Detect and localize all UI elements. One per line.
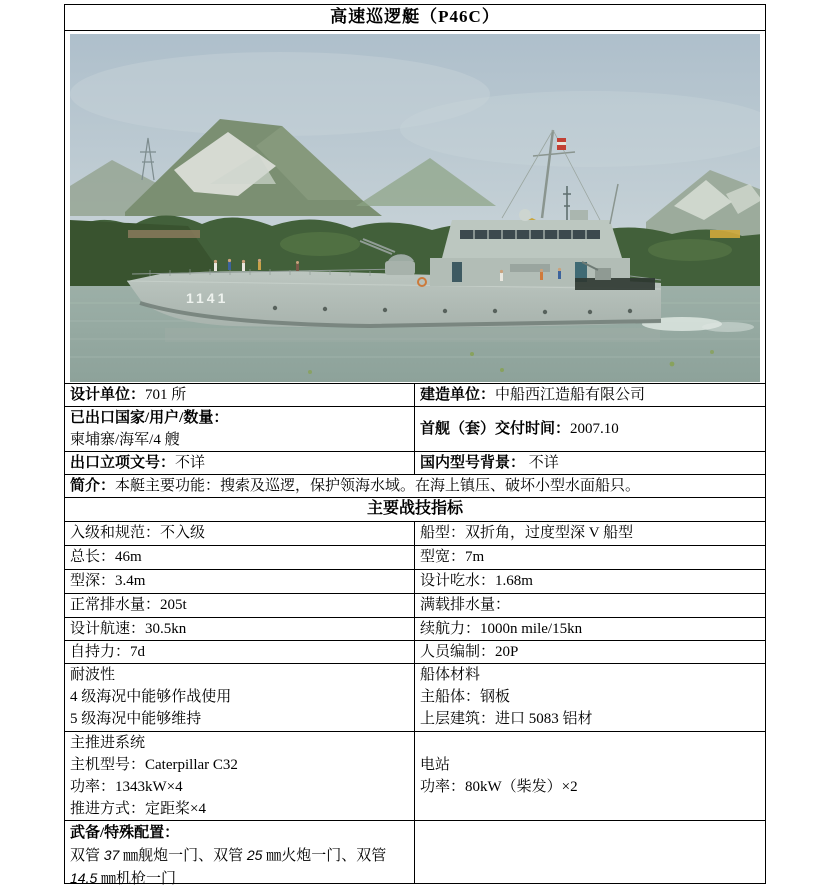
export-approval-value: 不详 [175,454,206,471]
ship-photo [70,34,760,382]
gun-mount [385,261,415,275]
floating-plant [710,350,714,354]
row-section-header [65,497,765,521]
spec-row-selfsupport-crew [65,640,765,663]
spec-row-length-beam [65,545,765,569]
row-intro [65,474,765,497]
weapons-seg-num: 14.5 [70,869,98,886]
first-delivery-label: 首舰（套）交付时间： [420,420,571,437]
cell-depth: 型深：3.4m [65,570,415,593]
row-design-builder [65,383,765,406]
tree-highlight [648,239,732,261]
cell-normal-displacement: 正常排水量：205t [65,594,415,617]
cell-builder [415,384,765,406]
domestic-background-value: 不详 [525,454,559,471]
ship-photo-svg [70,34,760,382]
cell-full-displacement: 满载排水量： [420,597,511,613]
page-title: 高速巡逻艇（P46C） [330,7,500,27]
radar-dome [519,209,531,221]
first-delivery-value: 2007.10 [570,420,619,437]
cell-length: 总长：46m [65,546,415,569]
row-seakeeping-material [65,663,765,731]
water-streak [70,356,760,358]
photo-row [65,30,765,383]
signal-flag-stripe [557,142,566,145]
export-approval-label: 出口立项文号： [70,454,176,471]
hull-number: 1141 [186,289,229,306]
section-header: 主要战技指标 [366,500,463,517]
shore-roofs [128,230,200,238]
seakeeping-line-1: 耐波性 [70,667,116,683]
power-line-2: 功率：80kW（柴发）×2 [420,778,578,795]
cell-intro [65,475,765,497]
cell-seakeeping [65,664,415,731]
floating-plant [470,352,474,356]
ship-reflection [165,328,660,342]
aft-tarp [575,278,655,290]
design-unit-label: 设计单位： [70,386,146,403]
row-weapons [65,820,765,887]
spec-sheet [64,4,766,887]
builder-value: 中船西江造船有限公司 [495,386,646,403]
cell-endurance-range: 续航力：1000n mile/15kn [420,620,583,637]
weapons-seg-num: 37 [103,846,120,863]
cell-hull-material [415,664,765,731]
domestic-background-label: 国内型号背景： [420,454,526,471]
cell-hull-form: 船型：双折角，过度型深 V 船型 [420,525,634,541]
row-export-delivery [65,406,765,451]
spec-row-depth-draft [65,569,765,593]
cell-propulsion [65,732,415,820]
export-countries-value: 柬埔寨/海军/4 艘 [70,431,180,448]
yellow-crane [710,230,740,238]
row-approval-background [65,451,765,474]
builder-label: 建造单位： [420,386,496,403]
cell-beam: 型宽：7m [420,549,485,565]
floating-plant [500,368,504,372]
seakeeping-line-3: 5 级海况中能够维持 [70,711,202,727]
row-propulsion-power [65,731,765,820]
propulsion-line-1: 主推进系统 [70,734,146,751]
cell-classification: 入级和规范：不入级 [65,522,415,545]
export-countries-label: 已出口国家/用户/数量： [70,409,229,426]
material-line-2: 主船体：钢板 [420,689,511,705]
material-line-3: 上层建筑：进口 5083 铝材 [420,711,593,727]
floating-plant [670,361,675,366]
cell-design-speed: 设计航速：30.5kn [65,618,415,640]
spec-row-speed-range [65,617,765,640]
propulsion-line-4: 推进方式：定距桨×4 [70,800,206,817]
weapons-seg: ㎜火炮一门、双管 [262,847,387,864]
tree-highlight [280,232,360,256]
stern-wake-2 [702,322,754,332]
cell-weapons [65,821,415,887]
power-line-1: 电站 [420,756,451,773]
cell-draft: 设计吃水：1.68m [420,573,533,589]
cell-design-unit [65,384,415,406]
weapons-text [70,848,386,887]
cell-export-countries [65,407,415,451]
roof-box [570,210,588,220]
propulsion-line-2: 主机型号：Caterpillar C32 [70,756,238,773]
propulsion-line-3: 功率：1343kW×4 [70,778,183,795]
deckhouse-door [452,262,462,282]
spec-row-displacement [65,593,765,617]
intro-text: 本艇主要功能：搜索及巡逻，保护领海水域。在海上镇压、破坏小型水面船只。 [115,477,641,494]
cell-self-support: 自持力：7d [65,641,415,663]
title-row [65,5,765,30]
weapons-seg: ㎜机枪一门 [97,870,177,887]
weapons-seg: 双管 [70,847,104,864]
cell-first-delivery [415,407,765,451]
intro-label: 简介： [70,477,116,494]
cell-domestic-background [415,452,765,474]
material-line-1: 船体材料 [420,667,481,683]
cell-export-approval [65,452,415,474]
floating-plant [308,370,312,374]
design-unit-value: 701 所 [145,386,187,403]
seakeeping-line-2: 4 级海况中能够作战使用 [70,689,232,705]
weapons-seg-num: 25 [246,846,263,863]
weapons-seg: ㎜舰炮一门、双管 [119,847,247,864]
deckhouse-vent [510,264,550,272]
spec-row-class-shiptype [65,521,765,545]
cell-power-station [415,732,765,820]
weapons-label: 武备/特殊配置： [70,824,180,841]
photo-cell [65,31,765,383]
cell-weapons-right-empty [415,821,765,884]
cell-crew: 人员编制：20P [420,643,519,660]
